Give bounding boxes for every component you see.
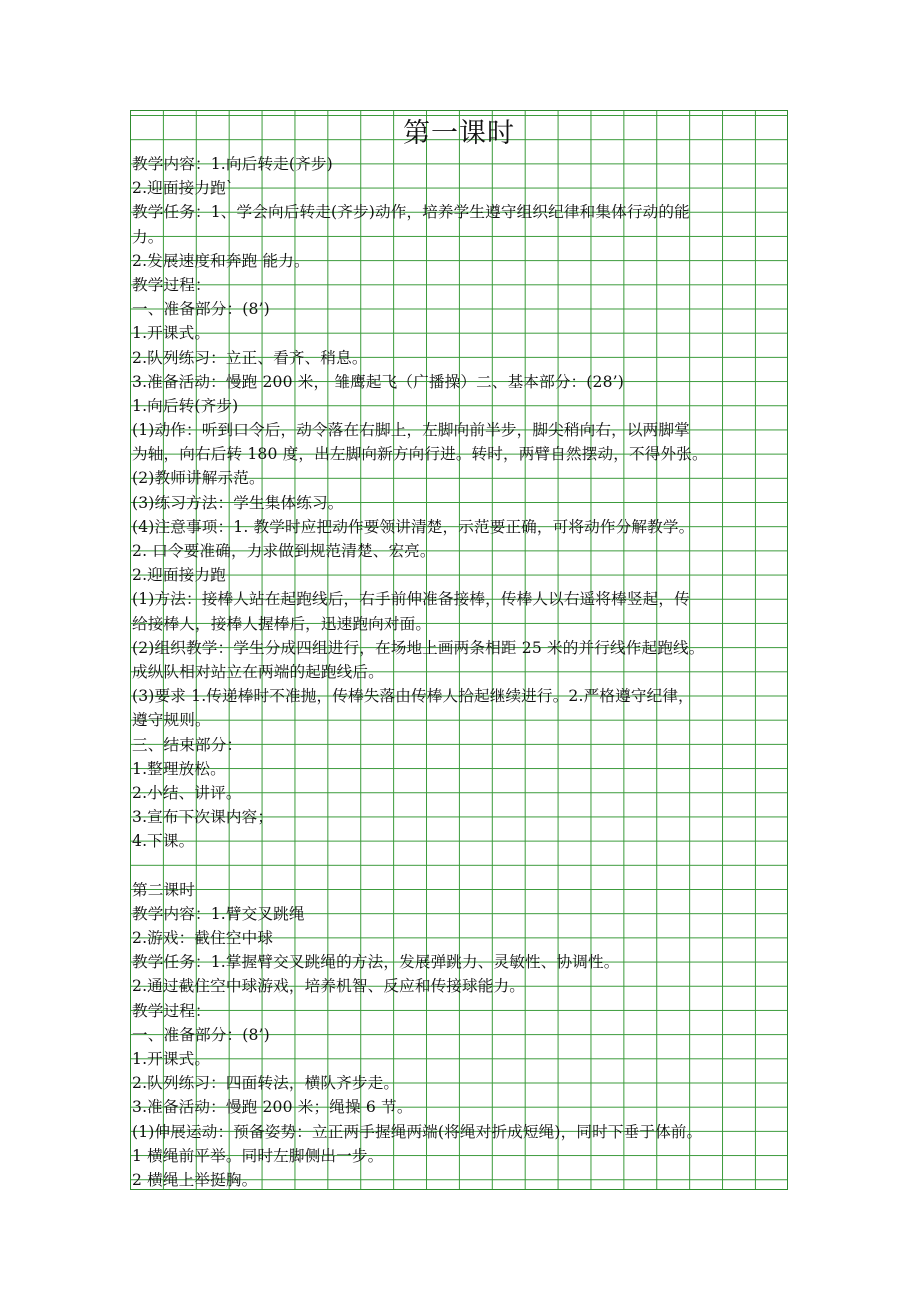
text-line: 3.准备活动：慢跑 200 米；绳操 6 节。 [132,1098,413,1117]
text-line [132,853,787,877]
text-line: 2 横绳上举挺胸。 [132,1170,258,1189]
text-line: 教学内容：1.向后转走(齐步) [132,155,333,173]
text-line: 给接棒人，接棒人握棒后，迅速跑向对面。 [132,614,432,633]
text-line: 1.开课式。 [132,1049,211,1068]
text-line: (3)练习方法：学生集体练习。 [132,493,344,512]
page-title: 第一课时 [403,118,515,149]
text-line: 教学内容：1.臂交叉跳绳 [132,904,305,923]
text-line: (3)要求 1.传递棒时不准抛，传棒失落由传棒人拾起继续进行。2.严格遵守纪律， [132,687,694,706]
text-line: 2.队列练习：四面转法，横队齐步走。 [132,1074,400,1093]
text-line: 2. 口令要准确，力求做到规范清楚、宏亮。 [132,542,436,560]
text-line: (1)伸展运动：预备姿势：立正两手握绳两端(将绳对折成短绳)，同时下垂于体前。 [132,1122,703,1141]
text-body [132,152,787,1190]
text-line: 2.迎面接力跑 [132,566,226,585]
text-line: 成纵队相对站立在两端的起跑线后。 [132,662,384,681]
text-line: (4)注意事项：1. 教学时应把动作要领讲清楚，示范要正确，可将动作分解教学。 [132,517,695,536]
text-line: (1)方法：接棒人站在起跑线后，右手前伸准备接棒，传棒人以右遥将棒竖起，传 [132,590,690,609]
text-line: 为轴，向右后转 180 度，出左脚向新方向行进。转时，两臂自然摆动，不得外张。 [132,445,708,464]
text-line: 2.发展速度和奔跑 能力。 [132,251,310,270]
text-line: 教学过程： [132,1001,211,1020]
text-line: 2.队列练习：立正、看齐、稍息。 [132,348,368,367]
text-line: 三、结束部分： [132,735,243,754]
text-line: 2.迎面接力跑` [132,179,234,198]
text-line: 教学过程： [132,275,211,294]
text-line: (2)组织教学：学生分成四组进行，在场地上画两条相距 25 米的并行线作起跑线。 [132,638,705,657]
text-line: 3.宣布下次课内容； [132,808,274,827]
text-line: 1.向后转(齐步) [132,396,239,415]
text-line: 力。 [132,227,164,246]
text-line: 一、准备部分：(8’) [132,300,270,319]
text-line: 2.通过截住空中球游戏，培养机智、反应和传接球能力。 [132,977,526,996]
text-line: 第二课时 [132,880,195,899]
text-line: 1 横绳前平举。同时左脚侧出一步。 [132,1146,384,1165]
text-line: (1)动作：听到口令后，动令落在右脚上，左脚向前半步，脚尖稍向右，以两脚掌 [132,421,690,440]
text-line: 4.下课。 [132,832,195,851]
text-line: 教学任务：1、学会向后转走(齐步)动作，培养学生遵守组织纪律和集体行动的能 [132,203,690,222]
text-line: 2.小结、讲评。 [132,783,242,802]
text-line: 教学任务：1.掌握臂交叉跳绳的方法，发展弹跳力、灵敏性、协调性。 [132,953,620,972]
grid-paper-sheet [130,110,788,1190]
text-line: 一、准备部分：(8’) [132,1025,270,1044]
text-line: 1.整理放松。 [132,759,226,778]
text-line: 遵守规则。 [132,711,211,730]
text-line: 2.游戏：截住空中球 [132,929,274,947]
text-line: 1.开课式。 [132,324,211,343]
text-line: 3.准备活动：慢跑 200 米， 雏鹰起飞（广播操）二、基本部分：(28’) [132,372,625,391]
text-line: (2)教师讲解示范。 [132,469,265,488]
